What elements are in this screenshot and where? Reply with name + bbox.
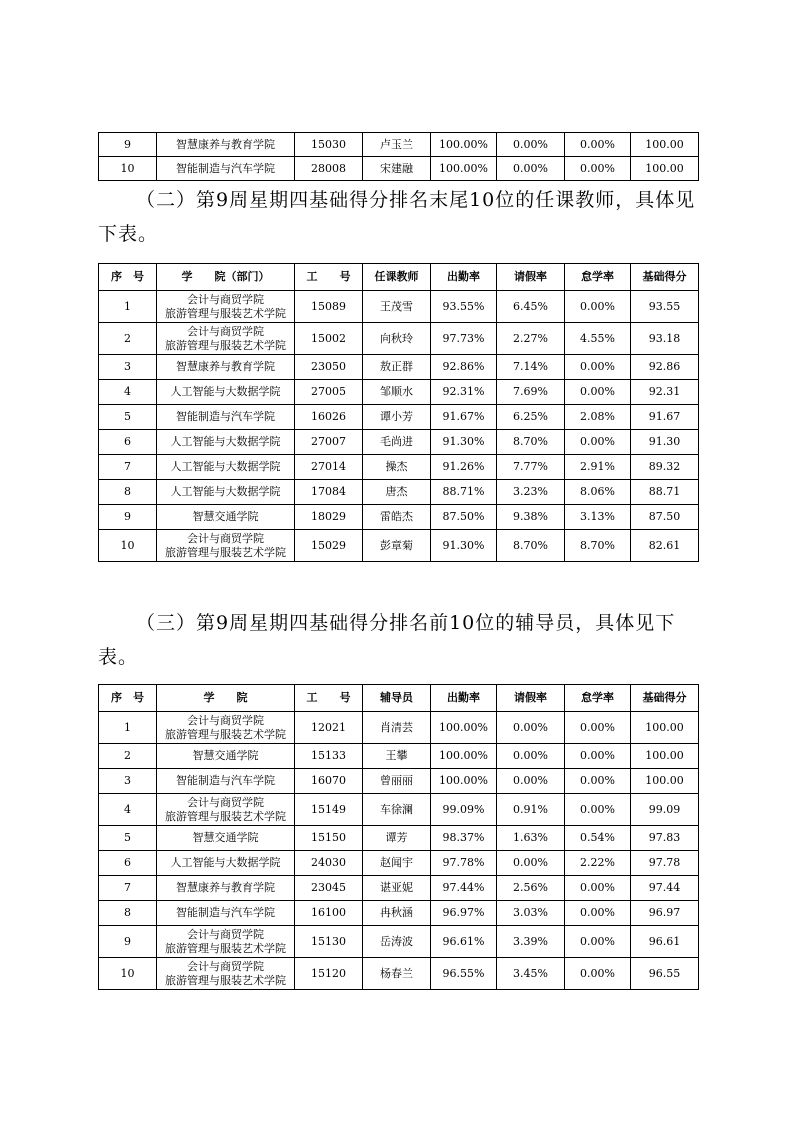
cell-leave: 7.69% <box>497 380 565 405</box>
cell-leave: 6.25% <box>497 405 565 430</box>
cell-score: 100.00 <box>631 157 699 181</box>
header-leave: 请假率 <box>497 264 565 291</box>
cell-dept: 智慧康养与教育学院 <box>157 133 295 157</box>
cell-absent: 0.00% <box>565 157 631 181</box>
cell-attend: 92.86% <box>431 355 497 380</box>
table-row <box>99 480 699 505</box>
cell-absent: 0.00% <box>565 794 631 826</box>
cell-name: 卢玉兰 <box>363 133 431 157</box>
cell-attend: 92.31% <box>431 380 497 405</box>
cell-no: 8 <box>99 901 157 926</box>
cell-dept: 人工智能与大数据学院 <box>157 430 295 455</box>
table-counselors-top10 <box>98 684 699 990</box>
cell-leave: 7.14% <box>497 355 565 380</box>
cell-absent: 0.00% <box>565 769 631 794</box>
cell-name: 唐杰 <box>363 480 431 505</box>
table-row <box>99 530 699 562</box>
cell-dept: 智能制造与汽车学院 <box>157 769 295 794</box>
table-row <box>99 380 699 405</box>
table-row <box>99 133 699 157</box>
cell-attend: 99.09% <box>431 794 497 826</box>
header-id: 工 号 <box>295 685 363 712</box>
cell-absent: 2.08% <box>565 405 631 430</box>
table-row <box>99 958 699 990</box>
section-3-text: （三）第9周星期四基础得分排名前10位的辅导员，具体见下表。 <box>98 612 676 668</box>
cell-leave: 8.70% <box>497 530 565 562</box>
cell-id: 28008 <box>295 157 363 181</box>
cell-name: 向秋玲 <box>363 323 431 355</box>
cell-no: 2 <box>99 744 157 769</box>
cell-attend: 91.30% <box>431 530 497 562</box>
cell-leave: 3.39% <box>497 926 565 958</box>
table-row <box>99 323 699 355</box>
cell-absent: 0.00% <box>565 380 631 405</box>
cell-id: 18029 <box>295 505 363 530</box>
table-row <box>99 157 699 181</box>
cell-score: 97.44 <box>631 876 699 901</box>
cell-dept: 人工智能与大数据学院 <box>157 480 295 505</box>
cell-leave: 1.63% <box>497 826 565 851</box>
cell-dept: 智能制造与汽车学院 <box>157 157 295 181</box>
header-no: 序 号 <box>99 685 157 712</box>
cell-no: 3 <box>99 355 157 380</box>
table-row <box>99 291 699 323</box>
cell-no: 10 <box>99 530 157 562</box>
cell-id: 15030 <box>295 133 363 157</box>
cell-no: 4 <box>99 794 157 826</box>
cell-no: 7 <box>99 876 157 901</box>
cell-leave: 3.23% <box>497 480 565 505</box>
cell-no: 6 <box>99 851 157 876</box>
cell-attend: 88.71% <box>431 480 497 505</box>
cell-absent: 0.00% <box>565 712 631 744</box>
cell-absent: 0.00% <box>565 355 631 380</box>
cell-absent: 0.54% <box>565 826 631 851</box>
cell-absent: 0.00% <box>565 876 631 901</box>
cell-leave: 0.00% <box>497 769 565 794</box>
header-name: 辅导员 <box>363 685 431 712</box>
cell-absent: 8.70% <box>565 530 631 562</box>
cell-attend: 96.97% <box>431 901 497 926</box>
cell-attend: 87.50% <box>431 505 497 530</box>
cell-id: 15133 <box>295 744 363 769</box>
cell-name: 杨春兰 <box>363 958 431 990</box>
cell-dept: 会计与商贸学院 旅游管理与服装艺术学院 <box>157 530 295 562</box>
cell-absent: 3.13% <box>565 505 631 530</box>
header-absent: 怠学率 <box>565 685 631 712</box>
cell-name: 雷皓杰 <box>363 505 431 530</box>
cell-no: 7 <box>99 455 157 480</box>
cell-attend: 97.78% <box>431 851 497 876</box>
cell-id: 17084 <box>295 480 363 505</box>
cell-id: 27014 <box>295 455 363 480</box>
cell-no: 10 <box>99 157 157 181</box>
table3-body <box>99 712 699 990</box>
table-header-row <box>99 685 699 712</box>
cell-id: 12021 <box>295 712 363 744</box>
cell-score: 93.55 <box>631 291 699 323</box>
cell-no: 3 <box>99 769 157 794</box>
cell-score: 82.61 <box>631 530 699 562</box>
cell-no: 1 <box>99 291 157 323</box>
header-attend: 出勤率 <box>431 685 497 712</box>
cell-attend: 96.55% <box>431 958 497 990</box>
table-row <box>99 826 699 851</box>
table-row <box>99 851 699 876</box>
cell-id: 16100 <box>295 901 363 926</box>
cell-name: 王攀 <box>363 744 431 769</box>
header-dept: 学 院（部门） <box>157 264 295 291</box>
cell-dept: 会计与商贸学院 旅游管理与服装艺术学院 <box>157 958 295 990</box>
cell-leave: 3.03% <box>497 901 565 926</box>
cell-score: 96.55 <box>631 958 699 990</box>
header-leave: 请假率 <box>497 685 565 712</box>
cell-leave: 2.56% <box>497 876 565 901</box>
cell-leave: 9.38% <box>497 505 565 530</box>
cell-dept: 会计与商贸学院 旅游管理与服装艺术学院 <box>157 323 295 355</box>
cell-attend: 100.00% <box>431 712 497 744</box>
cell-absent: 4.55% <box>565 323 631 355</box>
cell-leave: 0.00% <box>497 157 565 181</box>
cell-name: 冉秋涵 <box>363 901 431 926</box>
cell-score: 93.18 <box>631 323 699 355</box>
cell-attend: 100.00% <box>431 744 497 769</box>
cell-id: 24030 <box>295 851 363 876</box>
table-row <box>99 505 699 530</box>
cell-id: 15150 <box>295 826 363 851</box>
table-row <box>99 901 699 926</box>
cell-name: 敖正群 <box>363 355 431 380</box>
cell-score: 89.32 <box>631 455 699 480</box>
cell-absent: 2.91% <box>565 455 631 480</box>
cell-id: 15002 <box>295 323 363 355</box>
cell-no: 2 <box>99 323 157 355</box>
table-row <box>99 712 699 744</box>
cell-name: 岳涛波 <box>363 926 431 958</box>
cell-name: 赵闻宇 <box>363 851 431 876</box>
cell-attend: 97.44% <box>431 876 497 901</box>
cell-leave: 7.77% <box>497 455 565 480</box>
cell-dept: 会计与商贸学院 旅游管理与服装艺术学院 <box>157 926 295 958</box>
cell-absent: 0.00% <box>565 744 631 769</box>
cell-name: 谭芳 <box>363 826 431 851</box>
cell-dept: 智慧康养与教育学院 <box>157 355 295 380</box>
cell-id: 23045 <box>295 876 363 901</box>
table-row <box>99 876 699 901</box>
cell-score: 96.97 <box>631 901 699 926</box>
section-3-paragraph <box>98 606 698 674</box>
cell-score: 92.31 <box>631 380 699 405</box>
cell-id: 16026 <box>295 405 363 430</box>
cell-leave: 0.00% <box>497 712 565 744</box>
cell-dept: 人工智能与大数据学院 <box>157 455 295 480</box>
cell-absent: 0.00% <box>565 958 631 990</box>
cell-leave: 3.45% <box>497 958 565 990</box>
cell-attend: 97.73% <box>431 323 497 355</box>
cell-score: 92.86 <box>631 355 699 380</box>
header-id: 工 号 <box>295 264 363 291</box>
cell-score: 97.83 <box>631 826 699 851</box>
table-row <box>99 430 699 455</box>
cell-id: 15130 <box>295 926 363 958</box>
table-row <box>99 355 699 380</box>
header-name: 任课教师 <box>363 264 431 291</box>
cell-attend: 98.37% <box>431 826 497 851</box>
cell-name: 肖清芸 <box>363 712 431 744</box>
cell-score: 100.00 <box>631 769 699 794</box>
cell-score: 97.78 <box>631 851 699 876</box>
table-row <box>99 405 699 430</box>
cell-dept: 智慧交通学院 <box>157 744 295 769</box>
cell-absent: 0.00% <box>565 926 631 958</box>
cell-id: 23050 <box>295 355 363 380</box>
section-2-paragraph <box>98 183 698 251</box>
cell-absent: 0.00% <box>565 291 631 323</box>
cell-score: 100.00 <box>631 133 699 157</box>
cell-no: 1 <box>99 712 157 744</box>
cell-score: 91.67 <box>631 405 699 430</box>
cell-name: 谭小芳 <box>363 405 431 430</box>
cell-absent: 0.00% <box>565 901 631 926</box>
cell-id: 15029 <box>295 530 363 562</box>
cell-name: 谌亚妮 <box>363 876 431 901</box>
cell-name: 曾丽丽 <box>363 769 431 794</box>
header-attend: 出勤率 <box>431 264 497 291</box>
cell-name: 王茂雪 <box>363 291 431 323</box>
header-score: 基础得分 <box>631 264 699 291</box>
cell-no: 5 <box>99 405 157 430</box>
cell-id: 15149 <box>295 794 363 826</box>
cell-leave: 0.00% <box>497 744 565 769</box>
cell-attend: 100.00% <box>431 133 497 157</box>
table-header-row <box>99 264 699 291</box>
cell-id: 27005 <box>295 380 363 405</box>
cell-id: 15120 <box>295 958 363 990</box>
cell-dept: 智能制造与汽车学院 <box>157 901 295 926</box>
cell-no: 9 <box>99 133 157 157</box>
cell-absent: 0.00% <box>565 133 631 157</box>
cell-id: 16070 <box>295 769 363 794</box>
cell-attend: 91.30% <box>431 430 497 455</box>
cell-name: 车徐澜 <box>363 794 431 826</box>
cell-no: 8 <box>99 480 157 505</box>
cell-dept: 人工智能与大数据学院 <box>157 851 295 876</box>
cell-no: 9 <box>99 926 157 958</box>
cell-score: 100.00 <box>631 712 699 744</box>
cell-name: 操杰 <box>363 455 431 480</box>
cell-dept: 智慧交通学院 <box>157 505 295 530</box>
table2-body <box>99 291 699 562</box>
header-dept: 学 院 <box>157 685 295 712</box>
cell-name: 宋建融 <box>363 157 431 181</box>
cell-leave: 2.27% <box>497 323 565 355</box>
cell-no: 6 <box>99 430 157 455</box>
cell-leave: 0.00% <box>497 133 565 157</box>
cell-name: 邹顺水 <box>363 380 431 405</box>
table-teachers-bottom10 <box>98 263 699 562</box>
header-score: 基础得分 <box>631 685 699 712</box>
cell-score: 100.00 <box>631 744 699 769</box>
cell-dept: 会计与商贸学院 旅游管理与服装艺术学院 <box>157 291 295 323</box>
cell-leave: 6.45% <box>497 291 565 323</box>
cell-leave: 0.91% <box>497 794 565 826</box>
cell-dept: 会计与商贸学院 旅游管理与服装艺术学院 <box>157 712 295 744</box>
cell-absent: 0.00% <box>565 430 631 455</box>
table-top-body <box>99 133 699 181</box>
cell-score: 99.09 <box>631 794 699 826</box>
cell-id: 15089 <box>295 291 363 323</box>
cell-no: 10 <box>99 958 157 990</box>
cell-score: 87.50 <box>631 505 699 530</box>
cell-score: 91.30 <box>631 430 699 455</box>
table-row <box>99 769 699 794</box>
table-row <box>99 926 699 958</box>
cell-name: 毛尚进 <box>363 430 431 455</box>
header-absent: 怠学率 <box>565 264 631 291</box>
cell-attend: 96.61% <box>431 926 497 958</box>
cell-attend: 93.55% <box>431 291 497 323</box>
cell-dept: 人工智能与大数据学院 <box>157 380 295 405</box>
cell-no: 4 <box>99 380 157 405</box>
cell-dept: 智慧交通学院 <box>157 826 295 851</box>
table-row <box>99 455 699 480</box>
cell-absent: 2.22% <box>565 851 631 876</box>
table-row <box>99 744 699 769</box>
cell-attend: 91.26% <box>431 455 497 480</box>
cell-score: 96.61 <box>631 926 699 958</box>
table-top-continuation <box>98 132 699 181</box>
cell-no: 9 <box>99 505 157 530</box>
cell-dept: 智慧康养与教育学院 <box>157 876 295 901</box>
cell-attend: 100.00% <box>431 157 497 181</box>
cell-absent: 8.06% <box>565 480 631 505</box>
cell-leave: 8.70% <box>497 430 565 455</box>
cell-id: 27007 <box>295 430 363 455</box>
cell-dept: 会计与商贸学院 旅游管理与服装艺术学院 <box>157 794 295 826</box>
cell-dept: 智能制造与汽车学院 <box>157 405 295 430</box>
section-2-text: （二）第9周星期四基础得分排名末尾10位的任课教师，具体见下表。 <box>98 189 696 245</box>
cell-no: 5 <box>99 826 157 851</box>
cell-attend: 100.00% <box>431 769 497 794</box>
cell-name: 彭章菊 <box>363 530 431 562</box>
header-no: 序 号 <box>99 264 157 291</box>
table-row <box>99 794 699 826</box>
cell-leave: 0.00% <box>497 851 565 876</box>
cell-attend: 91.67% <box>431 405 497 430</box>
cell-score: 88.71 <box>631 480 699 505</box>
